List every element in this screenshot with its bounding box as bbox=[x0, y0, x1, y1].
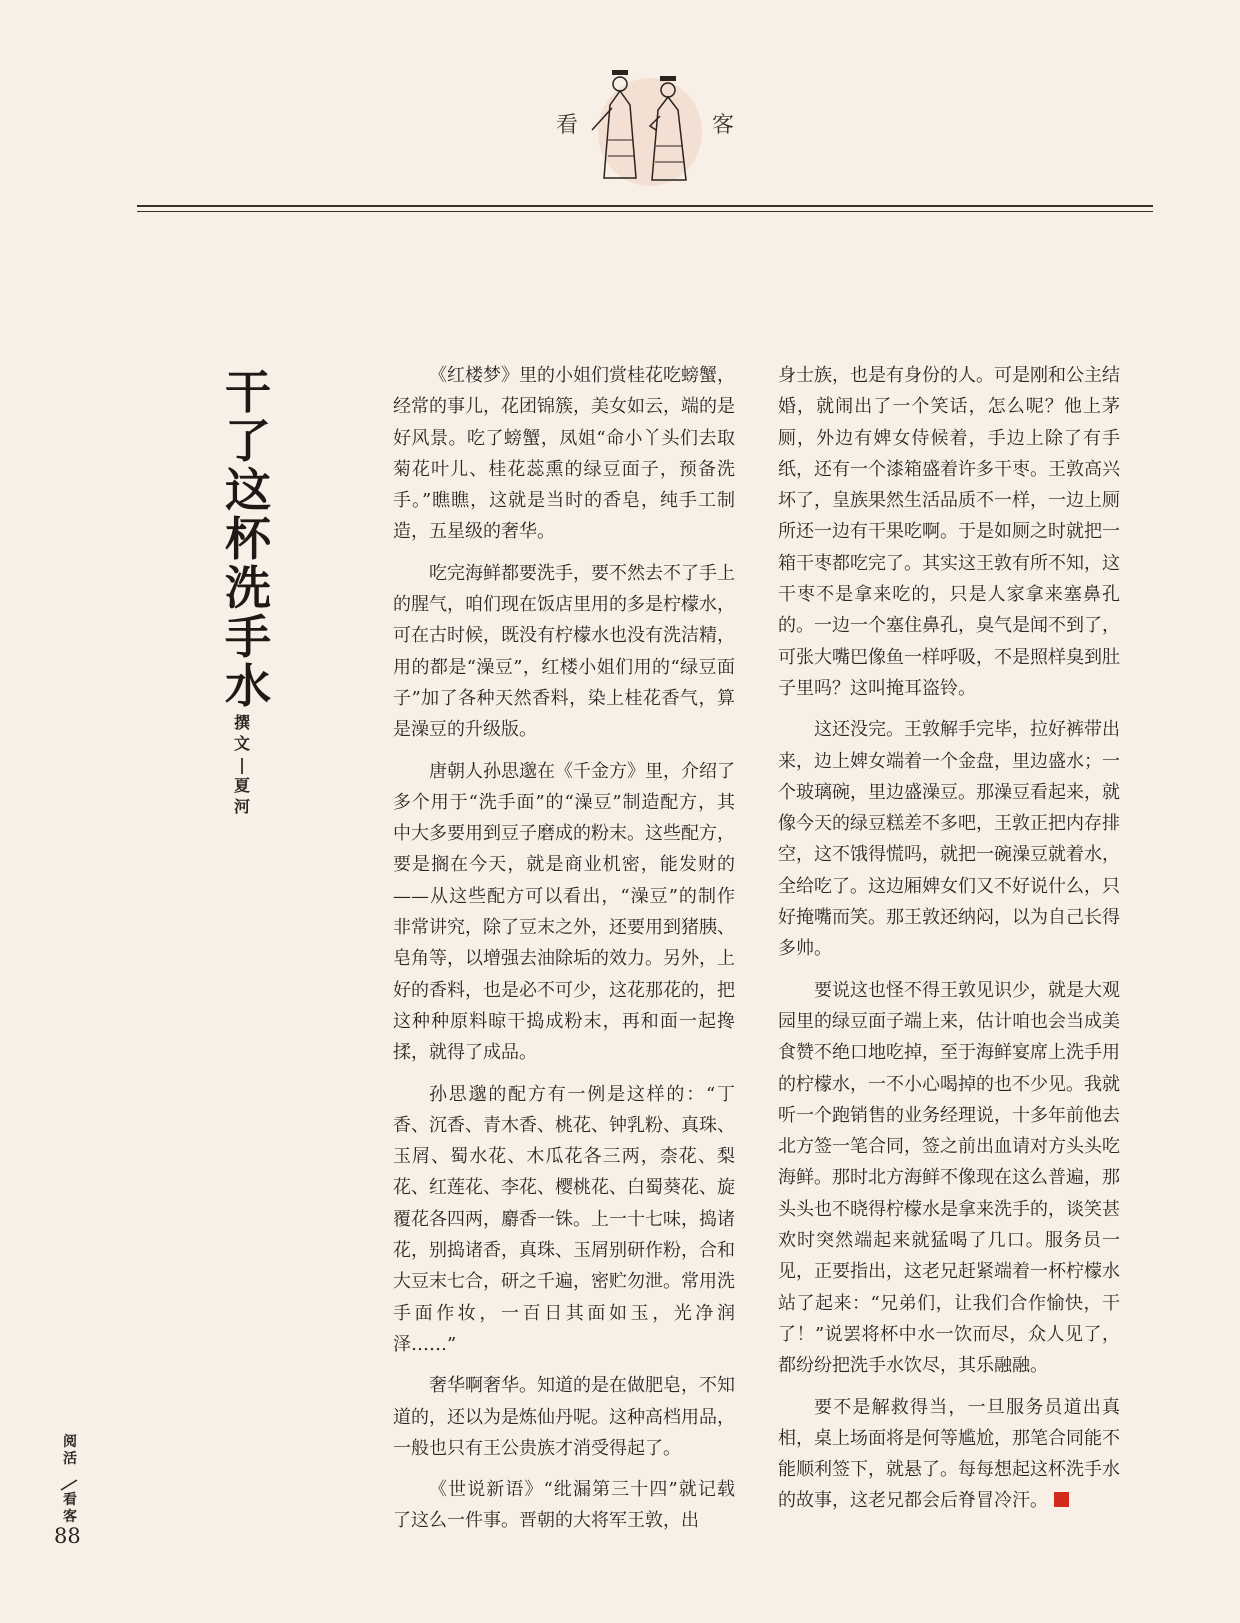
paragraph: 孙思邈的配方有一例是这样的：“丁香、沉香、青木香、桃花、钟乳粉、真珠、玉屑、蜀水花、木瓜花各三两，柰花、梨花、红莲花、李花、樱桃花、白蜀葵花、旋覆花各四两，麝香一铢。上一十七味，捣诸花，别捣诸香，真珠、玉屑别研作粉，合和大豆末七合，研之千遍，密贮勿泄。常用洗手面作妆，一百日其面如玉，光净润泽……” bbox=[393, 1083, 735, 1355]
paragraph: 要说这也怪不得王敦见识少，就是大观园里的绿豆面子端上来，估计咱也会当成美食赞不绝口地吃掉，至于海鲜宴席上洗手用的柠檬水，一不小心喝掉的也不少见。我就听一个跑销售的业务经理说，十多年前他去北方签一笔合同，签之前出血请对方头头吃海鲜。那时北方海鲜不像现在这么普遍，那头头也不晓得柠檬水是拿来洗手的，谈笑甚欢时突然端起来就猛喝了几口。服务员一见，正要指出，这老兄赶紧端着一杯柠檬水站了起来：“兄弟们，让我们合作愉快，干了！”说罢将杯中水一饮而尽，众人见了，都纷纷把洗手水饮尽，其乐融融。 bbox=[778, 979, 1120, 1377]
page-header bbox=[0, 0, 1240, 220]
paragraph-continued: 身士族，也是有身份的人。可是刚和公主结婚，就闹出了一个笑话，怎么呢？他上茅厕，外边有婢女侍候着，手边上除了有手纸，还有一个漆箱盛着许多干枣。王敦高兴坏了，皇族果然生活品质不一样，一边上厕所还一边有干果吃啊。于是如厕之时就把一箱干枣都吃完了。其实这王敦有所不知，这干枣不是拿来吃的，只是人家拿来塞鼻孔的。一边一个塞住鼻孔，臭气是闻不到了，可张大嘴巴像鱼一样呼吸，不是照样臭到肚子里吗？这叫掩耳盗铃。 bbox=[778, 365, 1120, 699]
two-scholars-illustration-icon bbox=[590, 60, 710, 188]
paragraph: 吃完海鲜都要洗手，要不然去不了手上的腥气，咱们现在饭店里用的多是柠檬水，可在古时候，既没有柠檬水也没有洗洁精，用的都是“澡豆”，红楼小姐们用的“绿豆面子”加了各种天然香料，染上桂花香气，算是澡豆的升级版。 bbox=[393, 562, 735, 741]
paragraph-final bbox=[778, 1392, 1120, 1517]
paragraph: 《世说新语》“纰漏第三十四”就记载了这么一件事。晋朝的大将军王敦，出 bbox=[393, 1479, 735, 1532]
section-label-right: 客 bbox=[712, 113, 735, 138]
article-byline: 撰文 | 夏河 bbox=[233, 713, 250, 816]
paragraph: 《红楼梦》里的小姐们赏桂花吃螃蟹，经常的事儿，花团锦簇，美女如云，端的是好风景。吃了螃蟹，凤姐“命小丫头们去取菊花叶儿、桂花蕊熏的绿豆面子，预备洗手。”瞧瞧，这就是当时的香皂，纯手工制造，五星级的奢华。 bbox=[393, 365, 735, 543]
page-number: 88 bbox=[54, 1524, 81, 1548]
final-text: 要不是解救得当，一旦服务员道出真相，桌上场面将是何等尴尬，那笔合同能不能顺利签下，就悬了。每每想起这杯洗手水的故事，这老兄都会后脊冒冷汗。 bbox=[778, 1396, 1120, 1512]
article-column-1 bbox=[393, 360, 735, 1547]
header-rule-thin bbox=[137, 211, 1153, 212]
paragraph: 奢华啊奢华。知道的是在做肥皂，不知道的，还以为是炼仙丹呢。这种高档用品，一般也只有王公贵族才消受得起了。 bbox=[393, 1375, 735, 1459]
end-mark-icon bbox=[1054, 1492, 1069, 1507]
paragraph: 这还没完。王敦解手完毕，拉好裤带出来，边上婢女端着一个金盘，里边盛水；一个玻璃碗，里边盛澡豆。那澡豆看起来，就像今天的绿豆糕差不多吧，王敦正把内存排空，这不饿得慌吗，就把一碗澡豆就着水，全给吃了。这边厢婢女们又不好说什么，只好掩嘴而笑。那王敦还纳闷，以为自己长得多帅。 bbox=[778, 719, 1120, 960]
article-title: 干了这杯洗手水 bbox=[225, 365, 271, 713]
article-column-2 bbox=[778, 360, 1120, 1527]
magazine-section: 看客 bbox=[63, 1492, 77, 1525]
header-rule-thick bbox=[137, 205, 1153, 207]
magazine-name: 阅活 bbox=[63, 1434, 77, 1467]
paragraph: 唐朝人孙思邈在《千金方》里，介绍了多个用于“洗手面”的“澡豆”制造配方，其中大多要用到豆子磨成的粉末。这些配方，要是搁在今天，就是商业机密，能发财的——从这些配方可以看出，“澡豆”的制作非常讲究，除了豆末之外，还要用到猪胰、皂角等，以增强去油除垢的效力。另外，上好的香料，也是必不可少，这花那花的，把这种种原料晾干捣成粉末，再和面一起搀揉，就得了成品。 bbox=[393, 760, 735, 1064]
section-label-left: 看 bbox=[556, 113, 579, 138]
